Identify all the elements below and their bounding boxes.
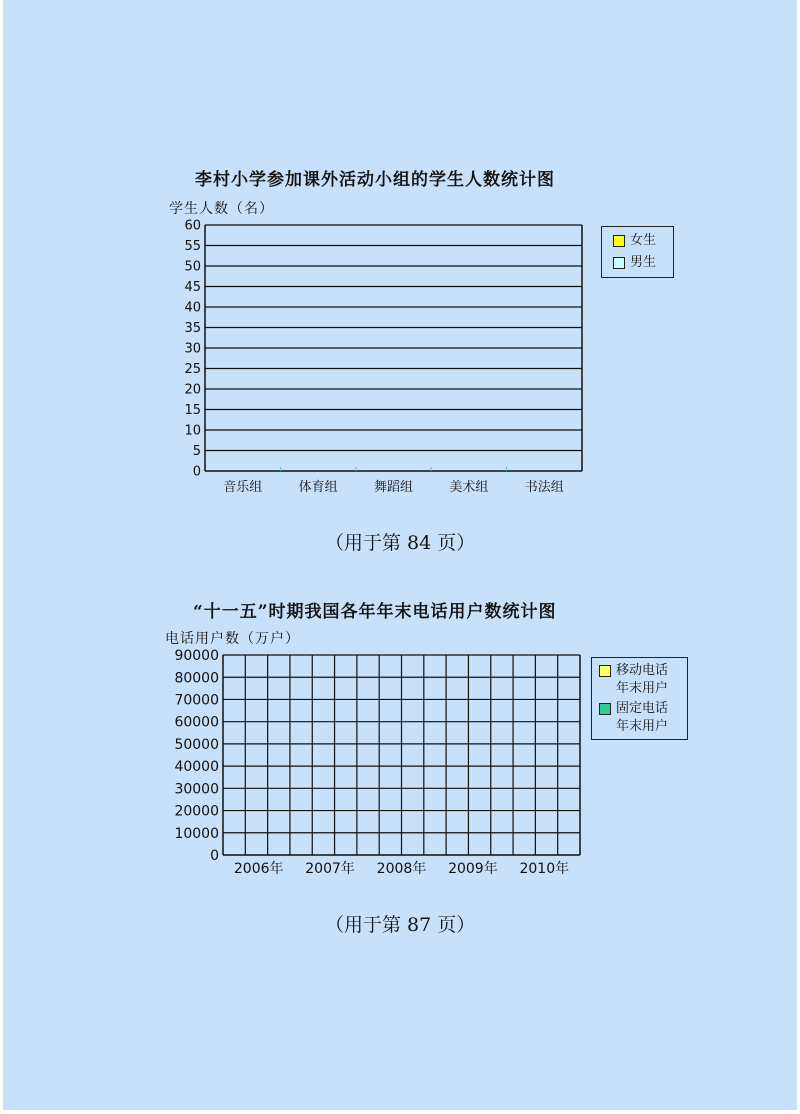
chart1-legend: [601, 226, 674, 278]
chart2-x-tick-label: 2008年: [376, 861, 427, 877]
chart2-y-tick-label: 90000: [174, 648, 219, 665]
chart1-plot: [3, 0, 797, 1110]
chart1-y-tick-label: 45: [184, 280, 201, 296]
chart1-y-tick-label: 10: [184, 423, 201, 439]
chart2-title: “十一五”时期我国各年年末电话用户数统计图: [193, 602, 557, 622]
legend-label-mobile: 移动电话 年末用户: [616, 663, 669, 696]
chart1-y-tick-label: 40: [184, 300, 201, 316]
legend-item-fixed: [599, 700, 668, 736]
chart2-x-tick-label: 2010年: [519, 861, 570, 877]
legend-label-female: 女生: [630, 233, 657, 248]
legend-label-fixed: 固定电话 年末用户: [616, 701, 669, 734]
chart1-y-tick-label: 30: [184, 341, 201, 357]
legend-item-female: [613, 232, 656, 250]
chart2-x-tick-label: 2007年: [305, 861, 355, 877]
chart1-y-tick-label: 20: [184, 382, 201, 398]
legend-label-male: 男生: [630, 255, 657, 270]
chart1-x-tick-label: 体育组: [298, 480, 338, 495]
legend-swatch-male: [613, 257, 625, 269]
chart2-x-tick-label: 2006年: [233, 861, 284, 877]
chart1-x-tick-label: 美术组: [449, 480, 489, 495]
legend-item-male: [613, 254, 656, 272]
chart2-y-tick-label: 10000: [174, 825, 219, 842]
chart1-x-tick-label: 书法组: [524, 480, 564, 495]
chart1-y-tick-label: 25: [184, 362, 201, 378]
chart2-y-tick-label: 80000: [174, 670, 219, 687]
chart2-y-tick-label: 0: [210, 848, 219, 865]
chart1-y-tick-label: 55: [184, 239, 201, 255]
chart2-y-tick-label: 60000: [174, 714, 219, 731]
page-background: [3, 0, 797, 1110]
legend-swatch-fixed: [599, 703, 611, 715]
chart1-y-tick-label: 0: [192, 464, 201, 480]
chart1-title: 李村小学参加课外活动小组的学生人数统计图: [195, 170, 555, 190]
chart1-y-tick-label: 5: [192, 444, 201, 460]
chart2-caption: （用于第 87 页）: [325, 914, 476, 936]
chart2-y-tick-label: 20000: [174, 803, 219, 820]
chart2-legend: [591, 657, 688, 740]
legend-swatch-female: [613, 235, 625, 247]
chart2-y-tick-label: 70000: [174, 692, 219, 709]
chart1-x-tick-label: 音乐组: [223, 480, 263, 495]
chart2-y-axis-label: 电话用户数（万户）: [165, 631, 300, 647]
chart1-y-tick-label: 15: [184, 403, 201, 419]
chart2-x-tick-label: 2009年: [448, 861, 498, 877]
chart2-y-tick-label: 40000: [174, 759, 219, 776]
chart2-y-tick-label: 50000: [174, 736, 219, 753]
chart2-y-tick-label: 30000: [174, 781, 219, 798]
legend-swatch-mobile: [599, 665, 611, 677]
chart1-y-tick-label: 50: [184, 259, 201, 275]
chart1-y-tick-label: 60: [184, 218, 201, 234]
chart1-y-axis-label: 学生人数（名）: [169, 201, 274, 217]
chart1-x-tick-label: 舞蹈组: [373, 480, 414, 495]
chart1-caption: （用于第 84 页）: [325, 532, 476, 554]
chart1-y-tick-label: 35: [184, 321, 201, 337]
legend-item-mobile: [599, 662, 668, 698]
